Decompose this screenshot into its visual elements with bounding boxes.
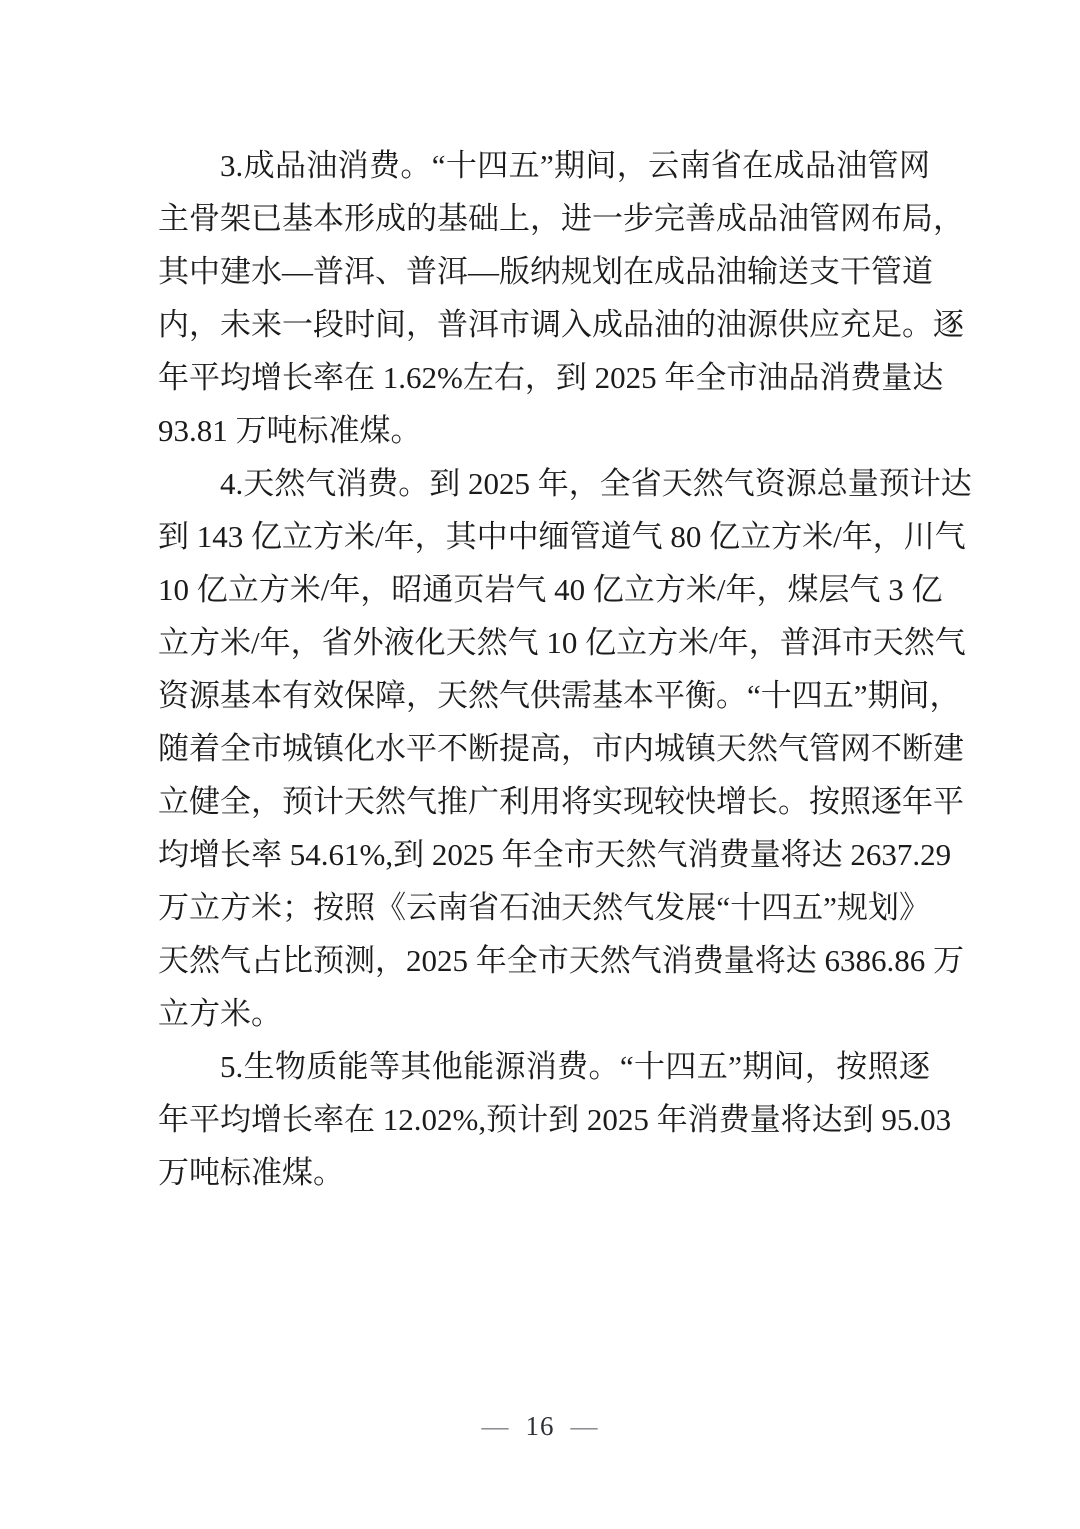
text-line: 10 亿立方米/年，昭通页岩气 40 亿立方米/年，煤层气 3 亿 xyxy=(158,572,943,607)
text-line: 随着全市城镇化水平不断提高，市内城镇天然气管网不断建 xyxy=(158,731,964,766)
paragraph-biomass-other-energy-consumption xyxy=(158,1040,952,1199)
text-line: 4.天然气消费。到 2025 年，全省天然气资源总量预计达 xyxy=(220,466,972,501)
footer-left-dash: — xyxy=(481,1411,510,1441)
text-line: 天然气占比预测，2025 年全市天然气消费量将达 6386.86 万 xyxy=(158,943,964,978)
text-line: 立健全，预计天然气推广利用将实现较快增长。按照逐年平 xyxy=(158,784,964,819)
text-line: 到 143 亿立方米/年，其中中缅管道气 80 亿立方米/年，川气 xyxy=(158,519,966,554)
page-number: 16 xyxy=(525,1411,555,1441)
page-footer xyxy=(0,1408,1080,1444)
footer-right-dash: — xyxy=(570,1411,599,1441)
text-line: 立方米/年，省外液化天然气 10 亿立方米/年，普洱市天然气 xyxy=(158,625,966,660)
text-line: 万立方米；按照《云南省石油天然气发展“十四五”规划》 xyxy=(158,890,930,925)
text-line: 年平均增长率在 12.02%,预计到 2025 年消费量将达到 95.03 xyxy=(158,1102,952,1137)
paragraph-natural-gas-consumption xyxy=(158,457,972,1040)
text-line: 内，未来一段时间，普洱市调入成品油的油源供应充足。逐 xyxy=(158,307,964,342)
text-line: 立方米。 xyxy=(158,996,282,1031)
text-line: 5.生物质能等其他能源消费。“十四五”期间，按照逐 xyxy=(220,1049,930,1084)
paragraph-refined-oil-consumption xyxy=(158,139,964,457)
text-line: 93.81 万吨标准煤。 xyxy=(158,413,422,448)
text-line: 主骨架已基本形成的基础上，进一步完善成品油管网布局， xyxy=(158,201,964,236)
text-line: 均增长率 54.61%,到 2025 年全市天然气消费量将达 2637.29 xyxy=(158,837,952,872)
text-line: 3.成品油消费。“十四五”期间，云南省在成品油管网 xyxy=(220,148,930,183)
text-line: 资源基本有效保障，天然气供需基本平衡。“十四五”期间， xyxy=(158,678,961,713)
document-body xyxy=(158,139,972,1199)
text-line: 年平均增长率在 1.62%左右，到 2025 年全市油品消费量达 xyxy=(158,360,944,395)
text-line: 万吨标准煤。 xyxy=(158,1155,344,1190)
text-line: 其中建水—普洱、普洱—版纳规划在成品油输送支干管道 xyxy=(158,254,933,289)
